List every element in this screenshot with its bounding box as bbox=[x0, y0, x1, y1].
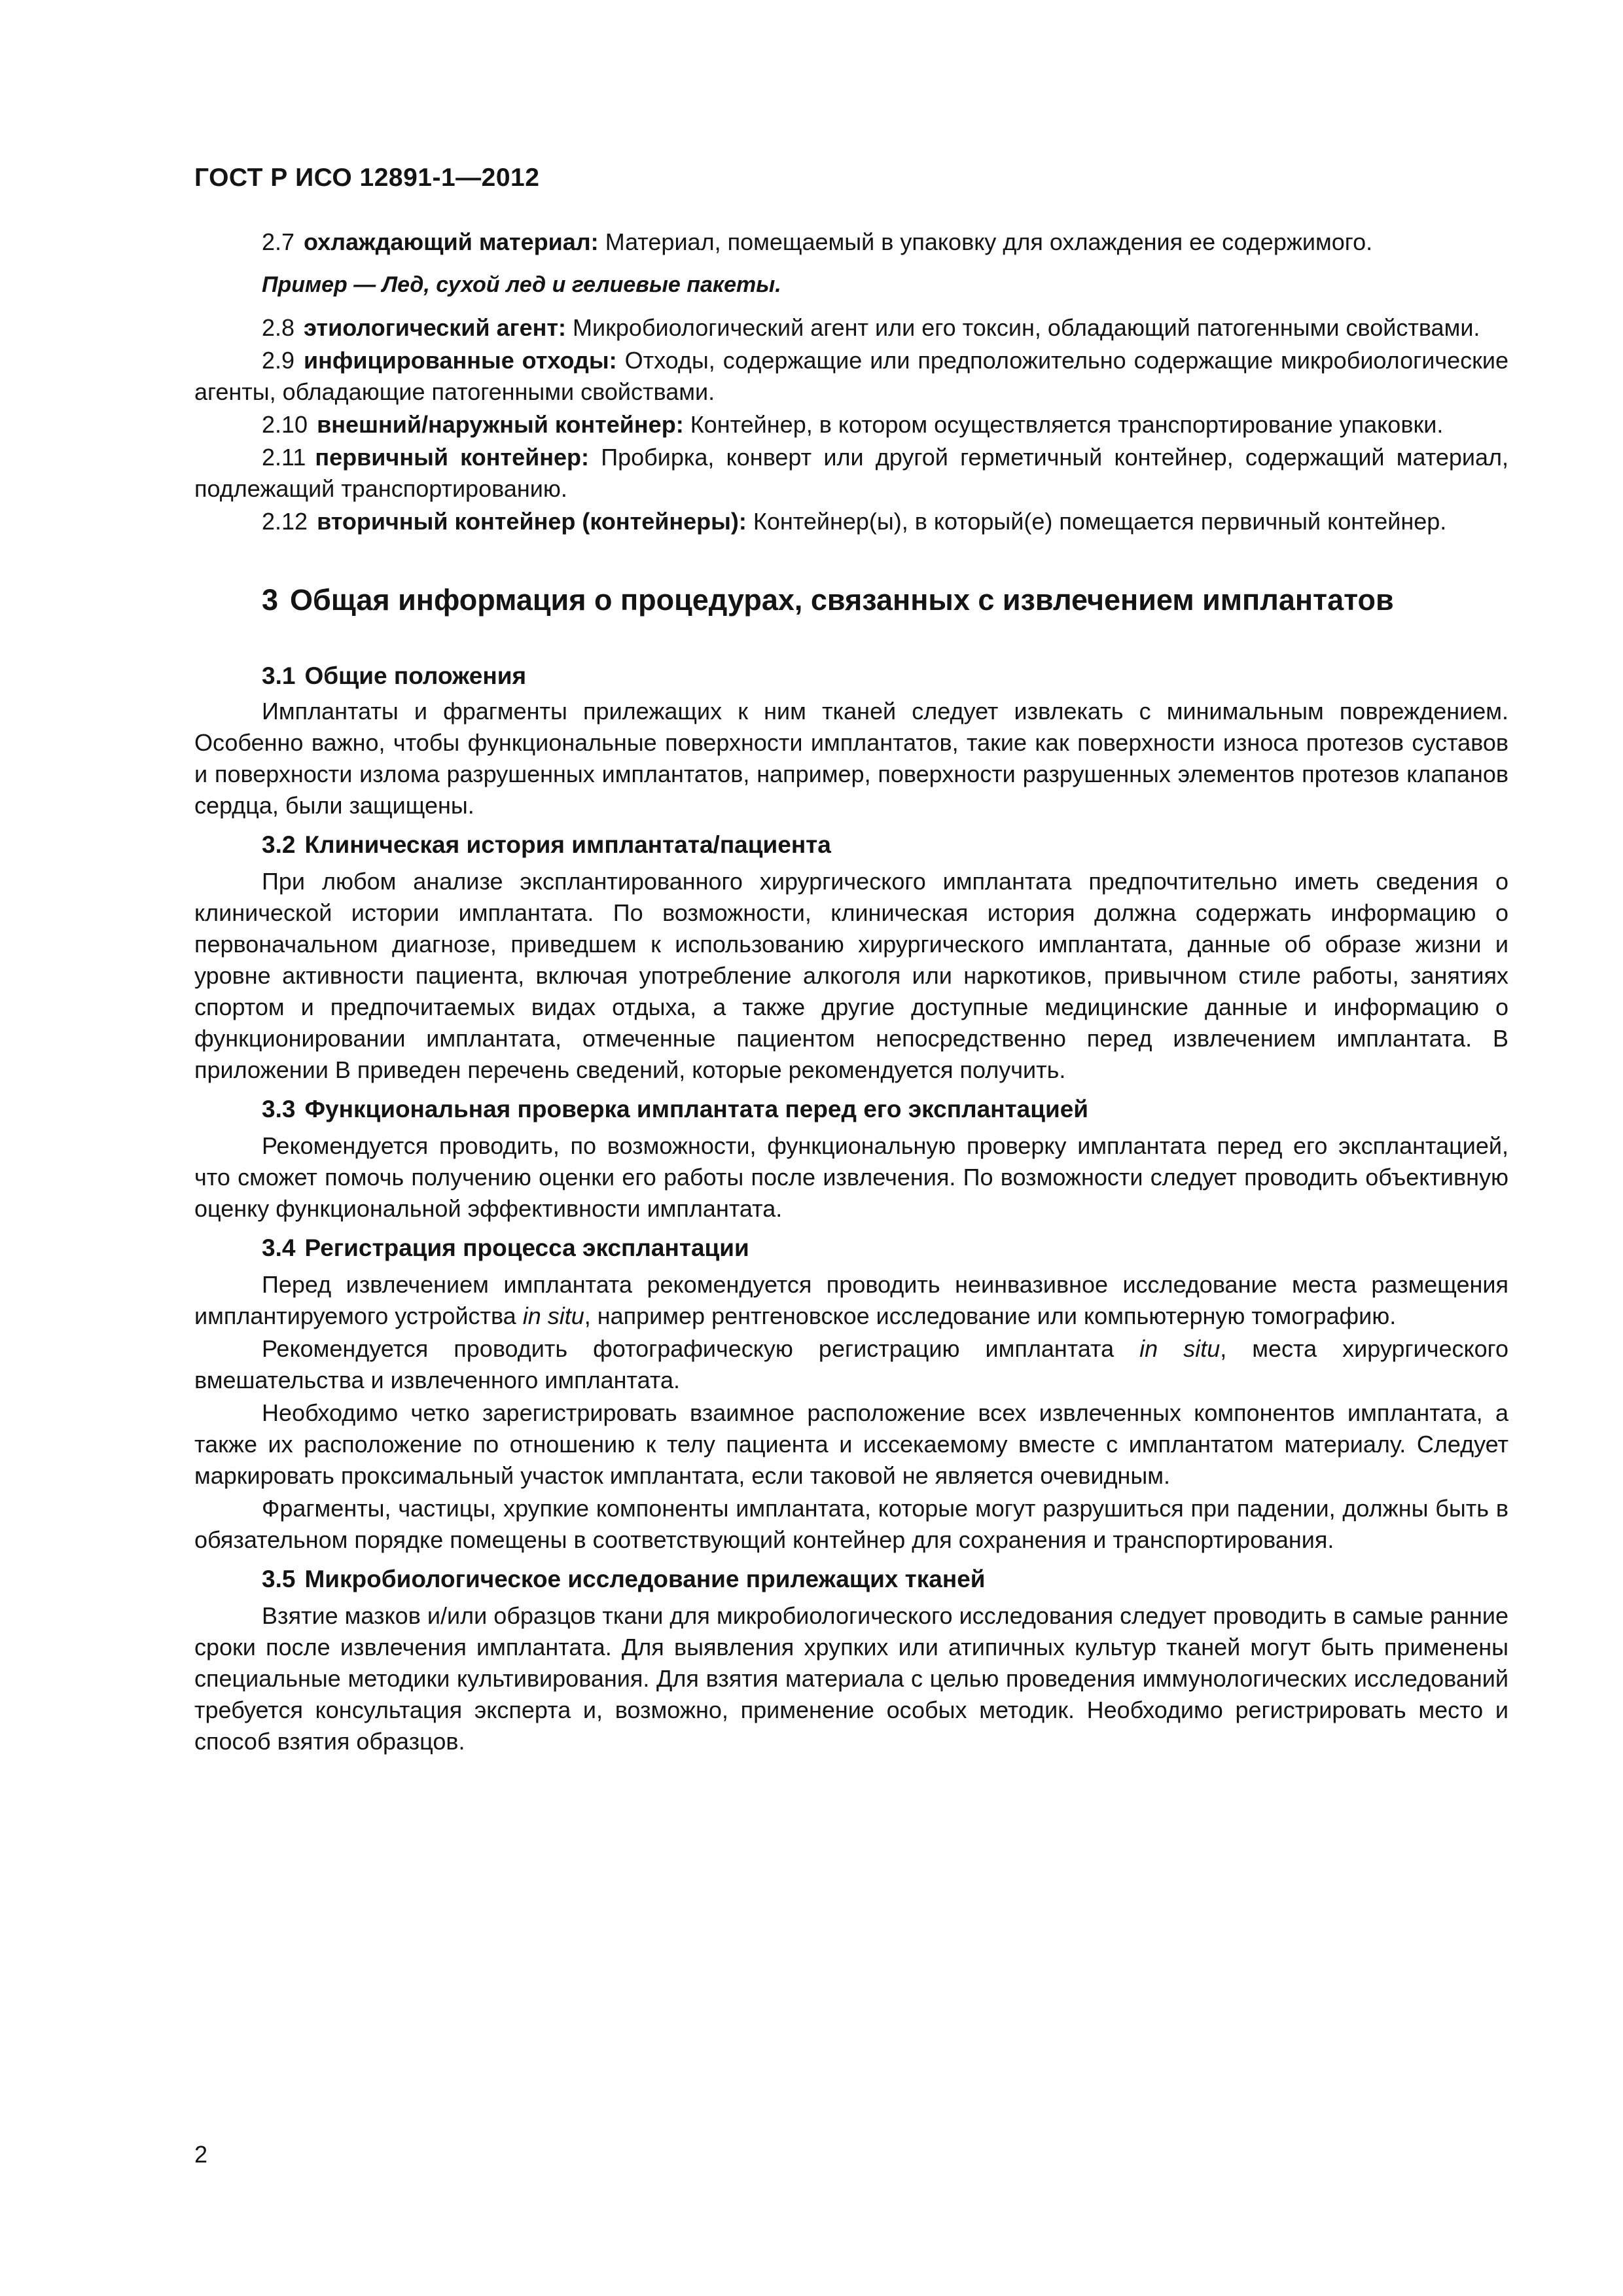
text-run: , места хирургического вмешательства и извлеченного имплантата. bbox=[194, 1335, 1509, 1393]
subsection-3-1-heading bbox=[194, 659, 1508, 693]
paragraph: Рекомендуется проводить, по возможности, функциональную проверку имплантата перед его эксплантацией, что сможет помочь получению оценки его работы после извлечения. По возможности следует проводить объективную оценку функциональной эффективности имплантата. bbox=[194, 1132, 1508, 1222]
term-name: первичный контейнер: bbox=[315, 444, 589, 471]
term-name: этиологический агент: bbox=[304, 314, 566, 341]
subsection-number: 3.5 bbox=[262, 1566, 296, 1592]
paragraph: Необходимо четко зарегистрировать взаимное расположение всех извлеченных компонентов имплантата, а также их расположение по отношению к телу пациента и иссекаемому вместе с имплантатом материалу. Следует маркировать проксимальный участок имплантата, если таковой не является очевидным. bbox=[194, 1399, 1508, 1489]
term-name: внешний/наружный контейнер: bbox=[317, 411, 684, 438]
subsection-title: Общие положения bbox=[304, 662, 527, 689]
term-number: 2.10 bbox=[262, 411, 308, 438]
italic-term: in situ bbox=[1139, 1335, 1221, 1362]
paragraph bbox=[194, 1269, 1508, 1332]
subsection-number: 3.1 bbox=[262, 662, 296, 689]
subsection-title: Микробиологическое исследование прилежащих тканей bbox=[304, 1566, 986, 1592]
term-number: 2.8 bbox=[262, 314, 295, 341]
term-definition: Материал, помещаемый в упаковку для охлаждения ее содержимого. bbox=[605, 228, 1373, 255]
term-2-12 bbox=[194, 506, 1508, 537]
document-code-header: ГОСТ Р ИСО 12891-1—2012 bbox=[194, 164, 540, 192]
paragraph: При любом анализе эксплантированного хирургического имплантата предпочтительно иметь сведения о клинической истории имплантата. По возможности, клиническая история должна содержать информацию о первоначальном диагнозе, приведшем к использованию хирургического имплантата, данные об образе жизни и уровне активности пациента, включая употребление алкоголя или наркотиков, привычном стиле работы, занятиях спортом и предпочитаемых видах отдыха, а также другие доступные медицинские данные и информацию о функционировании имплантата, отмеченные пациентом непосредственно перед извлечением имплантата. В приложении В приведен перечень сведений, которые рекомендуется получить. bbox=[194, 868, 1508, 1083]
section-number: 3 bbox=[262, 583, 279, 617]
term-definition: Отходы, содержащие или предположительно содержащие микробиологические агенты, обладающие патогенными свойствами. bbox=[194, 347, 1508, 405]
section-3-heading bbox=[194, 582, 1508, 619]
subsection-title: Функциональная проверка имплантата перед его эксплантацией bbox=[304, 1096, 1089, 1122]
paragraph: Имплантаты и фрагменты прилежащих к ним тканей следует извлекать с минимальным повреждением. Особенно важно, чтобы функциональные поверхности имплантатов, такие как поверхности износа протезов суставов и поверхности излома разрушенных имплантатов, например, поверхности разрушенных элементов протезов клапанов сердца, были защищены. bbox=[194, 698, 1508, 819]
term-number: 2.12 bbox=[262, 508, 308, 535]
subsection-3-3-heading bbox=[194, 1092, 1508, 1126]
subsection-title: Регистрация процесса эксплантации bbox=[304, 1234, 749, 1261]
subsection-3-5-heading bbox=[194, 1562, 1508, 1596]
document-page bbox=[194, 0, 1508, 2296]
italic-term: in situ bbox=[522, 1302, 584, 1329]
text-run: Перед извлечением имплантата рекомендуется проводить неинвазивное исследование места размещения имплантируемого устройства bbox=[194, 1271, 1508, 1329]
paragraph: Фрагменты, частицы, хрупкие компоненты имплантата, которые могут разрушиться при падении, должны быть в обязательном порядке помещены в соответствующий контейнер для сохранения и транспортирования. bbox=[194, 1495, 1508, 1553]
term-2-10 bbox=[194, 409, 1508, 440]
page-number: 2 bbox=[194, 2141, 208, 2168]
text-run: , например рентгеновское исследование или компьютерную томографию. bbox=[584, 1302, 1397, 1329]
paragraph: Взятие мазков и/или образцов ткани для микробиологического исследования следует проводить в самые ранние сроки после извлечения имплантата. Для выявления хрупких или атипичных культур тканей могут быть применены специальные методики культивирования. Для взятия материала с целью проведения иммунологических исследований требуется консультация эксперта и, возможно, применение особых методик. Необходимо регистрировать место и способ взятия образцов. bbox=[194, 1602, 1508, 1755]
term-name: охлаждающий материал: bbox=[304, 228, 599, 255]
subsection-title: Клиническая история имплантата/пациента bbox=[304, 831, 831, 858]
term-definition: Контейнер, в котором осуществляется транспортирование упаковки. bbox=[690, 411, 1444, 438]
example-note: Пример — Лед, сухой лед и гелиевые пакеты. bbox=[262, 272, 781, 297]
section-title: Общая информация о процедурах, связанных с извлечением имплантатов bbox=[290, 583, 1394, 617]
subsection-number: 3.3 bbox=[262, 1096, 296, 1122]
term-definition: Микробиологический агент или его токсин, обладающий патогенными свойствами. bbox=[572, 314, 1480, 341]
subsection-number: 3.2 bbox=[262, 831, 296, 858]
term-name: инфицированные отходы: bbox=[304, 347, 617, 374]
term-2-9 bbox=[194, 345, 1508, 408]
subsection-number: 3.4 bbox=[262, 1234, 296, 1261]
term-name: вторичный контейнер (контейнеры): bbox=[317, 508, 747, 535]
term-number: 2.7 bbox=[262, 228, 295, 255]
term-2-7 bbox=[194, 226, 1508, 258]
document-body bbox=[194, 226, 1508, 1757]
subsection-3-4-heading bbox=[194, 1231, 1508, 1265]
paragraph bbox=[194, 1333, 1508, 1396]
term-2-8 bbox=[194, 312, 1508, 344]
term-number: 2.9 bbox=[262, 347, 295, 374]
term-definition: Контейнер(ы), в который(е) помещается первичный контейнер. bbox=[753, 508, 1447, 535]
term-2-11 bbox=[194, 442, 1508, 505]
subsection-3-2-heading bbox=[194, 828, 1508, 862]
term-number: 2.11 bbox=[262, 444, 306, 471]
term-definition: Пробирка, конверт или другой герметичный контейнер, содержащий материал, подлежащий транспортированию. bbox=[194, 444, 1508, 502]
text-run: Рекомендуется проводить фотографическую регистрацию имплантата bbox=[262, 1335, 1140, 1362]
